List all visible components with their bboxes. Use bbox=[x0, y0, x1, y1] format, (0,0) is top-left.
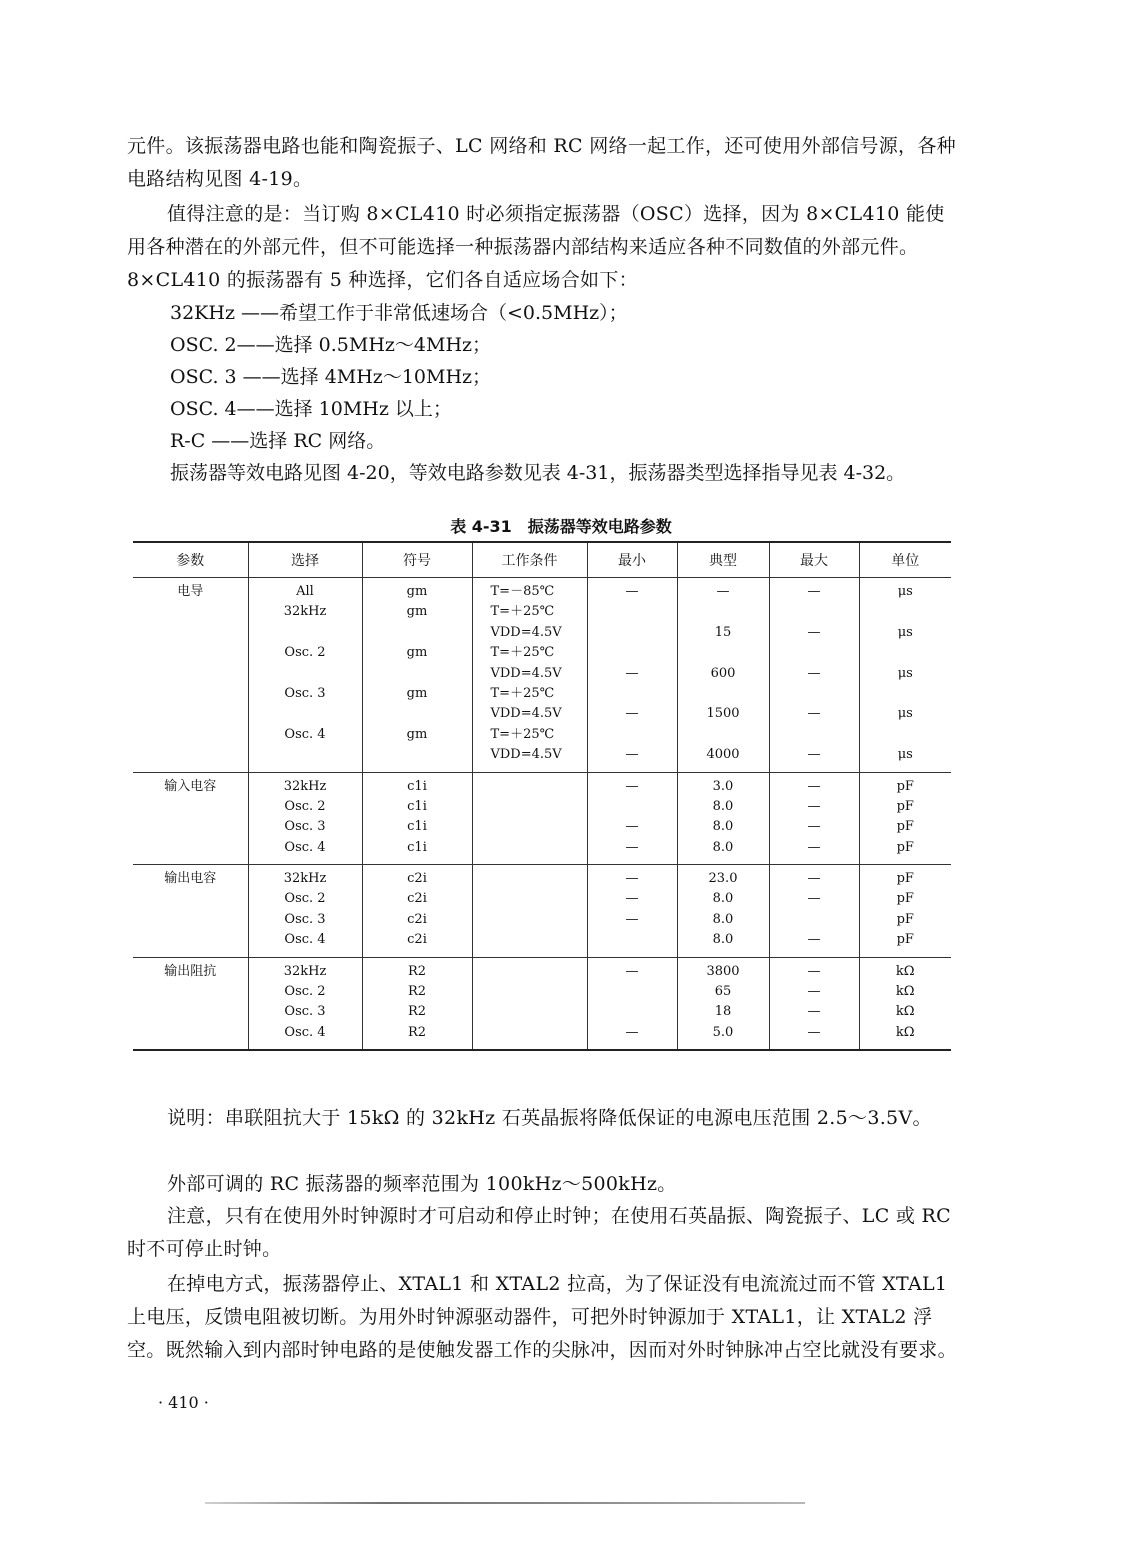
cell-value: μs bbox=[897, 624, 913, 640]
cell-value: 3.0 bbox=[712, 778, 734, 794]
cell-value bbox=[590, 602, 675, 622]
option-rc: R-C ——选择 RC 网络。 bbox=[170, 430, 386, 452]
cell-value: — bbox=[625, 871, 639, 887]
page-number: · 410 · bbox=[158, 1393, 209, 1412]
cell-value bbox=[680, 602, 767, 622]
cell-value: 15 bbox=[714, 624, 732, 640]
cell-value: c2i bbox=[407, 871, 427, 887]
cell-value: — bbox=[807, 1004, 821, 1020]
cell-value: — bbox=[807, 932, 821, 948]
intro-paragraph-1: 元件。该振荡器电路也能和陶瓷振子、LC 网络和 RC 网络一起工作，还可使用外部信号源，各种电路结构见图 4-19。 bbox=[127, 135, 956, 190]
table-cell-symbol bbox=[362, 865, 472, 958]
cell-value: Osc. 3 bbox=[284, 819, 326, 835]
table-cell-select bbox=[248, 772, 362, 865]
cell-value bbox=[862, 602, 950, 622]
cell-value: T=＋25℃ bbox=[490, 685, 555, 701]
cell-value bbox=[365, 664, 470, 684]
cell-value bbox=[590, 930, 675, 950]
table-cell-max bbox=[769, 957, 859, 1050]
option-32khz: 32KHz ——希望工作于非常低速场合（<0.5MHz）； bbox=[170, 302, 628, 324]
cell-value: kΩ bbox=[895, 963, 915, 979]
table-row bbox=[133, 957, 951, 1050]
cell-value bbox=[491, 869, 585, 889]
cell-value bbox=[862, 684, 950, 704]
cell-value: μs bbox=[897, 747, 913, 763]
cell-value: Osc. 4 bbox=[284, 932, 326, 948]
cell-value bbox=[862, 725, 950, 745]
cell-value: T=－85℃ bbox=[490, 584, 555, 599]
table-cell-max bbox=[769, 865, 859, 958]
table-cell-param bbox=[133, 957, 248, 1050]
cell-value: — bbox=[807, 778, 821, 794]
param-label: 电导 bbox=[177, 584, 204, 599]
cell-value: Osc. 4 bbox=[284, 726, 326, 742]
table-cell-select bbox=[248, 957, 362, 1050]
table-cell-select bbox=[248, 578, 362, 773]
cell-value: pF bbox=[896, 839, 914, 855]
header-typical: 典型 bbox=[677, 542, 769, 578]
cell-value bbox=[590, 797, 675, 817]
cell-value: — bbox=[625, 839, 639, 855]
cell-value bbox=[491, 797, 585, 817]
cell-value bbox=[680, 684, 767, 704]
cell-value: — bbox=[625, 819, 639, 835]
header-param: 参数 bbox=[133, 542, 248, 578]
cell-value: T=＋25℃ bbox=[490, 726, 555, 742]
table-cell-param bbox=[133, 865, 248, 958]
cell-value: — bbox=[807, 665, 821, 681]
cell-value bbox=[491, 962, 585, 982]
cell-value bbox=[590, 1002, 675, 1022]
cell-value: — bbox=[625, 963, 639, 979]
cell-value: pF bbox=[896, 798, 914, 814]
note-rc-range: 外部可调的 RC 振荡器的频率范围为 100kHz～500kHz。 bbox=[167, 1173, 677, 1195]
header-min: 最小 bbox=[587, 542, 677, 578]
cell-value: 8.0 bbox=[712, 932, 734, 948]
table-cell-min bbox=[587, 772, 677, 865]
cell-value: — bbox=[625, 584, 639, 599]
cell-value: R2 bbox=[407, 1024, 427, 1040]
cell-value: VDD=4.5V bbox=[490, 624, 562, 640]
cell-value: 600 bbox=[710, 665, 736, 681]
cell-value bbox=[251, 623, 360, 643]
cell-value: Osc. 3 bbox=[284, 1004, 326, 1020]
table-cell-param bbox=[133, 578, 248, 773]
cell-value: pF bbox=[896, 891, 914, 907]
cell-value: 8.0 bbox=[712, 891, 734, 907]
table-cell-typ bbox=[677, 865, 769, 958]
cell-value: c1i bbox=[407, 819, 427, 835]
cell-value: pF bbox=[896, 932, 914, 948]
cell-value bbox=[772, 725, 857, 745]
cell-value: R2 bbox=[407, 1004, 427, 1020]
intro-paragraph-3: 振荡器等效电路见图 4-20，等效电路参数见表 4-31，振荡器类型选择指导见表 4-32。 bbox=[170, 462, 906, 484]
cell-value: gm bbox=[406, 645, 428, 661]
cell-value: 65 bbox=[714, 984, 732, 1000]
table-cell-unit bbox=[859, 865, 951, 958]
cell-value: gm bbox=[406, 584, 428, 599]
cell-value: Osc. 4 bbox=[284, 1024, 326, 1040]
header-max: 最大 bbox=[769, 542, 859, 578]
header-condition: 工作条件 bbox=[472, 542, 587, 578]
cell-value bbox=[365, 623, 470, 643]
table-caption: 表 4-31 振荡器等效电路参数 bbox=[450, 517, 672, 536]
cell-value bbox=[772, 910, 857, 930]
cell-value: gm bbox=[406, 726, 428, 742]
note-series-impedance: 说明：串联阻抗大于 15kΩ 的 32kHz 石英晶振将降低保证的电源电压范围 2.5～3.5V。 bbox=[167, 1107, 932, 1129]
cell-value: c2i bbox=[407, 911, 427, 927]
cell-value: — bbox=[807, 819, 821, 835]
table-cell-unit bbox=[859, 578, 951, 773]
cell-value: — bbox=[625, 1024, 639, 1040]
header-select: 选择 bbox=[248, 542, 362, 578]
cell-value: c1i bbox=[407, 839, 427, 855]
cell-value: — bbox=[807, 584, 821, 599]
cell-value bbox=[590, 725, 675, 745]
cell-value: μs bbox=[897, 665, 913, 681]
cell-value bbox=[491, 1002, 585, 1022]
table-cell-typ bbox=[677, 578, 769, 773]
cell-value: — bbox=[625, 911, 639, 927]
cell-value: — bbox=[807, 963, 821, 979]
cell-value bbox=[491, 889, 585, 909]
table-cell-cond bbox=[472, 957, 587, 1050]
cell-value: VDD=4.5V bbox=[490, 747, 562, 763]
table-cell-cond bbox=[472, 772, 587, 865]
cell-value: — bbox=[807, 891, 821, 907]
cell-value: pF bbox=[896, 778, 914, 794]
cell-value: c1i bbox=[407, 798, 427, 814]
cell-value: 8.0 bbox=[712, 911, 734, 927]
cell-value: 8.0 bbox=[712, 839, 734, 855]
option-osc2: OSC. 2——选择 0.5MHz～4MHz； bbox=[170, 334, 492, 356]
cell-value: — bbox=[807, 706, 821, 722]
table-cell-typ bbox=[677, 957, 769, 1050]
cell-value: gm bbox=[406, 685, 428, 701]
cell-value bbox=[365, 745, 470, 765]
cell-value: 32kHz bbox=[283, 871, 327, 887]
cell-value: c2i bbox=[407, 891, 427, 907]
table-cell-cond bbox=[472, 865, 587, 958]
header-symbol: 符号 bbox=[362, 542, 472, 578]
cell-value: Osc. 2 bbox=[284, 645, 326, 661]
cell-value: pF bbox=[896, 911, 914, 927]
table-cell-min bbox=[587, 865, 677, 958]
cell-value: pF bbox=[896, 819, 914, 835]
cell-value: — bbox=[625, 891, 639, 907]
cell-value: R2 bbox=[407, 963, 427, 979]
scan-artifact-line bbox=[205, 1502, 805, 1504]
cell-value: 3800 bbox=[706, 963, 740, 979]
cell-value bbox=[491, 982, 585, 1002]
cell-value: Osc. 4 bbox=[284, 839, 326, 855]
cell-value bbox=[365, 704, 470, 724]
table-row bbox=[133, 772, 951, 865]
param-label: 输出电容 bbox=[164, 871, 217, 887]
cell-value: — bbox=[716, 584, 730, 599]
cell-value: c1i bbox=[407, 778, 427, 794]
table-cell-param bbox=[133, 772, 248, 865]
cell-value: — bbox=[807, 747, 821, 763]
cell-value bbox=[772, 602, 857, 622]
cell-value bbox=[491, 930, 585, 950]
table-cell-max bbox=[769, 578, 859, 773]
param-label: 输出阻抗 bbox=[164, 963, 217, 979]
table-cell-max bbox=[769, 772, 859, 865]
cell-value: μs bbox=[897, 706, 913, 722]
cell-value bbox=[590, 982, 675, 1002]
cell-value: μs bbox=[897, 584, 913, 599]
cell-value: — bbox=[807, 984, 821, 1000]
cell-value: 32kHz bbox=[283, 778, 327, 794]
cell-value: 32kHz bbox=[283, 963, 327, 979]
cell-value: R2 bbox=[407, 984, 427, 1000]
cell-value bbox=[590, 643, 675, 663]
cell-value bbox=[251, 664, 360, 684]
cell-value: — bbox=[807, 1024, 821, 1040]
cell-value: 5.0 bbox=[712, 1024, 734, 1040]
table-cell-unit bbox=[859, 957, 951, 1050]
cell-value: T=＋25℃ bbox=[490, 604, 555, 620]
note-power-down: 在掉电方式，振荡器停止、XTAL1 和 XTAL2 拉高，为了保证没有电流流过而不管 XTAL1 上电压，反馈电阻被切断。为用外时钟源驱动器件，可把外时钟源加于 XTAL1，让 XTAL2 浮空。既然输入到内部时钟电路的是使触发器工作的尖脉冲，因而对外时钟脉冲占空比就没有要求。 bbox=[127, 1273, 957, 1361]
table-cell-cond bbox=[472, 578, 587, 773]
cell-value: kΩ bbox=[895, 984, 915, 1000]
intro-paragraph-2: 值得注意的是：当订购 8×CL410 时必须指定振荡器（OSC）选择，因为 8×CL410 能使用各种潜在的外部元件，但不可能选择一种振荡器内部结构来适应各种不同数值的外部元件。8×CL410 的振荡器有 5 种选择，它们各自适应场合如下： bbox=[127, 203, 945, 291]
cell-value bbox=[680, 643, 767, 663]
cell-value: 23.0 bbox=[708, 871, 738, 887]
table-cell-min bbox=[587, 578, 677, 773]
table-header-row bbox=[133, 542, 951, 578]
cell-value: All bbox=[296, 584, 314, 599]
table-cell-symbol bbox=[362, 772, 472, 865]
table-cell-typ bbox=[677, 772, 769, 865]
cell-value bbox=[772, 684, 857, 704]
option-osc3: OSC. 3 ——选择 4MHz～10MHz； bbox=[170, 366, 492, 388]
cell-value bbox=[491, 777, 585, 797]
cell-value bbox=[491, 838, 585, 858]
cell-value: kΩ bbox=[895, 1024, 915, 1040]
cell-value: 1500 bbox=[706, 706, 740, 722]
cell-value: 18 bbox=[714, 1004, 732, 1020]
table-cell-symbol bbox=[362, 957, 472, 1050]
cell-value bbox=[251, 704, 360, 724]
cell-value bbox=[862, 643, 950, 663]
cell-value: 8.0 bbox=[712, 819, 734, 835]
cell-value bbox=[590, 623, 675, 643]
cell-value bbox=[491, 1023, 585, 1043]
cell-value: — bbox=[625, 778, 639, 794]
option-osc4: OSC. 4——选择 10MHz 以上； bbox=[170, 398, 452, 420]
oscillator-parameters-table bbox=[133, 541, 951, 1051]
cell-value bbox=[491, 910, 585, 930]
cell-value: 8.0 bbox=[712, 798, 734, 814]
cell-value: — bbox=[807, 798, 821, 814]
cell-value: — bbox=[807, 624, 821, 640]
table-cell-unit bbox=[859, 772, 951, 865]
table-row bbox=[133, 578, 951, 773]
cell-value bbox=[772, 643, 857, 663]
cell-value: — bbox=[625, 747, 639, 763]
cell-value: VDD=4.5V bbox=[490, 706, 562, 722]
cell-value: VDD=4.5V bbox=[490, 665, 562, 681]
cell-value: — bbox=[807, 871, 821, 887]
cell-value bbox=[251, 745, 360, 765]
cell-value: — bbox=[625, 706, 639, 722]
table-cell-select bbox=[248, 865, 362, 958]
cell-value: T=＋25℃ bbox=[490, 645, 555, 661]
cell-value bbox=[491, 817, 585, 837]
cell-value: kΩ bbox=[895, 1004, 915, 1020]
header-unit: 单位 bbox=[859, 542, 951, 578]
cell-value: Osc. 2 bbox=[284, 798, 326, 814]
cell-value: c2i bbox=[407, 932, 427, 948]
table-row bbox=[133, 865, 951, 958]
cell-value: 4000 bbox=[706, 747, 740, 763]
cell-value: gm bbox=[406, 604, 428, 620]
cell-value bbox=[680, 725, 767, 745]
table-cell-symbol bbox=[362, 578, 472, 773]
cell-value bbox=[590, 684, 675, 704]
cell-value: pF bbox=[896, 871, 914, 887]
note-clock-stop: 注意，只有在使用外时钟源时才可启动和停止时钟；在使用石英晶振、陶瓷振子、LC 或 RC 时不可停止时钟。 bbox=[127, 1205, 951, 1260]
cell-value: Osc. 2 bbox=[284, 891, 326, 907]
cell-value: Osc. 3 bbox=[284, 911, 326, 927]
table-cell-min bbox=[587, 957, 677, 1050]
cell-value: — bbox=[625, 665, 639, 681]
cell-value: Osc. 2 bbox=[284, 984, 326, 1000]
cell-value: — bbox=[807, 839, 821, 855]
cell-value: 32kHz bbox=[283, 604, 327, 620]
param-label: 输入电容 bbox=[164, 778, 217, 794]
cell-value: Osc. 3 bbox=[284, 685, 326, 701]
